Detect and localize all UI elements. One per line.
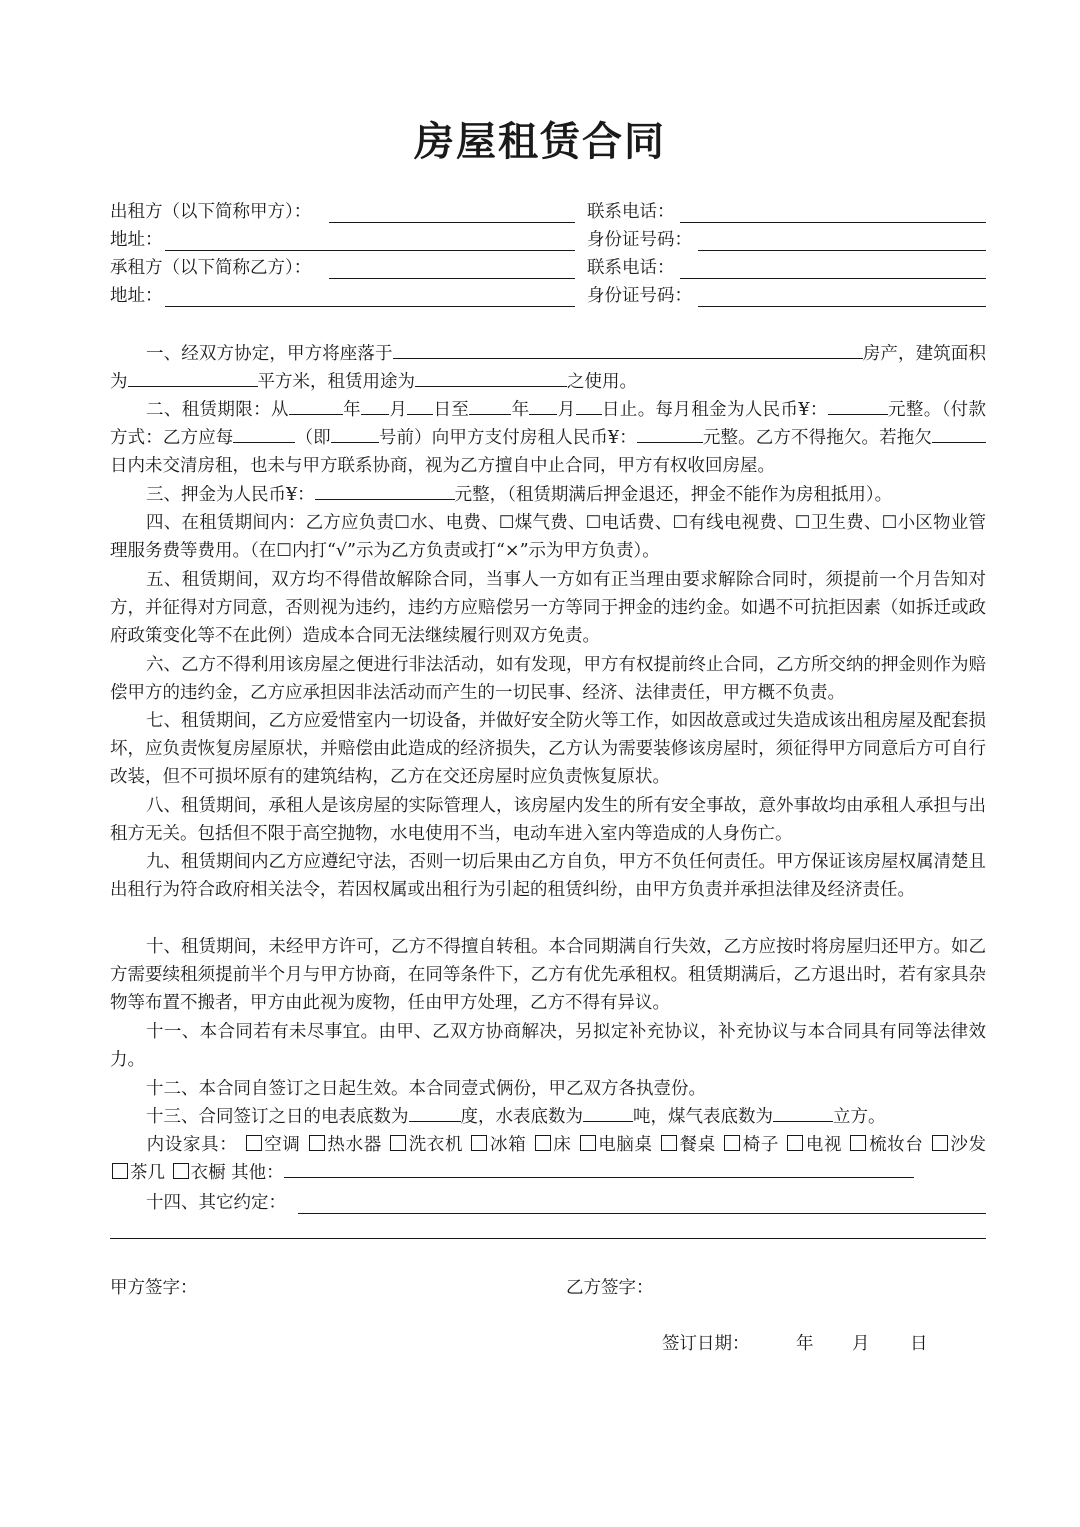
clause-10: 十、租赁期间，未经甲方许可，乙方不得擅自转租。本合同期满自行失效，乙方应按时将房屋归还甲方。如乙方需要续租须提前半个月与甲方协商，在同等条件下，乙方有优先承租权。租赁期满后，乙方退出时，若有家具杂物等布置不搬者，甲方由此视为废物，任由甲方处理，乙方不得有异议。 [110, 937, 986, 1014]
clause-1-text-d: 之使用。 [567, 372, 637, 393]
lessee-label: 承租方（以下简称乙方）： [110, 258, 312, 278]
clause-1-text-c: 平方米，租赁用途为 [257, 372, 415, 393]
furniture-label: 衣橱 [190, 1163, 226, 1184]
clause-12: 十二、本合同自签订之日起生效。本合同壹式俩份，甲乙双方各执壹份。 [146, 1079, 706, 1099]
clause-11: 十一、本合同若有未尽事宜。由甲、乙双方协商解决，另拟定补充协议，补充协议与本合同具有同等法律效力。 [110, 1022, 986, 1071]
lessee-address-label: 地址： [110, 286, 163, 306]
lessee-phone-field[interactable] [680, 278, 986, 279]
lessor-phone-field[interactable] [680, 222, 986, 223]
clause-13-text-d: 立方。 [833, 1107, 886, 1127]
clause-2-text-b: 年 [342, 400, 361, 420]
furniture-label: 梳妆台 [868, 1135, 924, 1155]
document-title: 房屋租赁合同 [414, 118, 666, 165]
lessor-name-field[interactable] [329, 222, 575, 223]
clause-5: 五、租赁期间，双方均不得借故解除合同，当事人一方如有正当理由要求解除合同时，须提前一个月告知对方，并征得对方同意，否则视为违约，违约方应赔偿另一方等同于押金的违约金。如遇不可抗拒因素（如拆迁或政府政策变化等不在此例）造成本合同无法继续履行则双方免责。 [110, 570, 986, 647]
checkbox-icon[interactable] [535, 1135, 551, 1151]
lessee-name-field[interactable] [329, 278, 575, 279]
monthly-rent-field[interactable] [828, 396, 888, 415]
furniture-item[interactable] [659, 1135, 716, 1155]
checkbox-icon[interactable] [787, 1135, 803, 1151]
checkbox-icon[interactable] [471, 1135, 487, 1151]
sign-date-label: 签订日期： [662, 1334, 750, 1354]
furniture-item[interactable] [722, 1135, 779, 1155]
end-year-field[interactable] [469, 396, 511, 415]
furniture-list [110, 1131, 986, 1187]
area-field[interactable] [128, 368, 258, 387]
clause-2-text-i: （即 [295, 428, 331, 449]
furniture-item[interactable] [307, 1135, 382, 1155]
overdue-days-field[interactable] [932, 424, 986, 443]
clause-14-label: 十四、其它约定： [146, 1193, 286, 1213]
lessor-label: 出租方（以下简称甲方）： [110, 202, 312, 222]
clause-2-text-j: 号前）向甲方支付房租人民币¥： [378, 428, 637, 449]
furniture-item[interactable] [171, 1163, 226, 1183]
clause-13 [110, 1103, 986, 1131]
party-b-signature-label: 乙方签字： [566, 1278, 654, 1298]
clause-2-text-h: 元整。（付款方式：乙方应每 [110, 400, 987, 449]
lessee-id-label: 身份证号码： [587, 286, 692, 306]
lessor-address-field[interactable] [165, 250, 575, 251]
furniture-label: 床 [552, 1135, 572, 1155]
furniture-item[interactable] [469, 1135, 526, 1155]
checkbox-icon[interactable] [850, 1135, 866, 1151]
lessor-phone-label: 联系电话： [587, 202, 675, 222]
start-day-field[interactable] [407, 396, 433, 415]
clause-1 [110, 340, 986, 396]
checkbox-icon[interactable] [390, 1135, 406, 1151]
payment-period-field[interactable] [233, 424, 295, 443]
clause-2-text-f: 月 [557, 400, 576, 420]
clause-13-text-b: 度，水表底数为 [460, 1107, 583, 1127]
clause-3 [110, 481, 986, 509]
furniture-item[interactable] [785, 1135, 842, 1155]
clause-13-text-c: 吨，煤气表底数为 [633, 1107, 773, 1127]
lessee-phone-label: 联系电话： [587, 258, 675, 278]
clause-14 [110, 1189, 986, 1217]
furniture-item[interactable] [930, 1135, 986, 1155]
furniture-item[interactable] [388, 1135, 463, 1155]
lessee-address-field[interactable] [165, 306, 575, 307]
usage-field[interactable] [415, 368, 567, 387]
lessor-id-field[interactable] [698, 250, 986, 251]
furniture-label: 椅子 [742, 1135, 780, 1155]
checkbox-icon[interactable] [112, 1163, 128, 1179]
furniture-other-field[interactable] [284, 1159, 914, 1178]
clause-1-text-b: 房产，建筑面积为 [110, 344, 987, 393]
start-month-field[interactable] [361, 396, 389, 415]
clause-1-text-a: 一、经双方协定，甲方将座落于 [146, 344, 393, 364]
clause-4: 四、在租赁期间内：乙方应负责☐水、电费、☐煤气费、☐电话费、☐有线电视费、☐卫生费、☐小区物业管理服务费等费用。（在☐内打“√”示为乙方负责或打“×”示为甲方负责）。 [110, 513, 986, 562]
clause-9: 九、租赁期间内乙方应遵纪守法，否则一切后果由乙方自负，甲方不负任何责任。甲方保证该房屋权属清楚且出租行为符合政府相关法令，若因权属或出租行为引起的租赁纠纷，由甲方负责并承担法律及经济责任。 [110, 852, 986, 901]
party-a-signature-label: 甲方签字： [110, 1278, 198, 1298]
lessor-address-row [110, 226, 986, 254]
checkbox-icon[interactable] [173, 1163, 189, 1179]
water-meter-field[interactable] [583, 1103, 633, 1122]
furniture-label: 空调 [263, 1135, 301, 1155]
other-terms-line-2[interactable] [110, 1238, 986, 1239]
checkbox-icon[interactable] [246, 1135, 262, 1151]
furniture-other-label: 其他： [231, 1163, 284, 1184]
clause-13-text-a: 十三、合同签订之日的电表底数为 [146, 1107, 409, 1127]
clause-6: 六、乙方不得利用该房屋之便进行非法活动，如有发现，甲方有权提前终止合同，乙方所交纳的押金则作为赔偿甲方的违约金，乙方应承担因非法活动而产生的一切民事、经济、法律责任，甲方概不负责。 [110, 655, 986, 704]
lessor-id-label: 身份证号码： [587, 230, 692, 250]
sign-date-day: 日 [910, 1334, 928, 1354]
electric-meter-field[interactable] [409, 1103, 461, 1122]
sign-date-month: 月 [852, 1334, 870, 1354]
checkbox-icon[interactable] [661, 1135, 677, 1151]
furniture-label: 沙发 [949, 1135, 987, 1155]
furniture-item[interactable] [848, 1135, 923, 1155]
clause-2-text-k: 元整。乙方不得拖欠。若拖欠 [702, 428, 933, 449]
deposit-field[interactable] [315, 481, 455, 500]
lessee-address-row [110, 282, 986, 310]
furniture-label: 电视 [805, 1135, 843, 1155]
clause-2 [110, 396, 986, 481]
lessee-id-field[interactable] [698, 306, 986, 307]
payment-day-field[interactable] [331, 424, 379, 443]
furniture-label: 餐桌 [678, 1135, 716, 1155]
lessor-address-label: 地址： [110, 230, 163, 250]
clause-3-text-a: 三、押金为人民币¥： [146, 485, 315, 505]
clause-3-text-b: 元整，（租赁期满后押金退还，押金不能作为房租抵用）。 [454, 485, 893, 505]
sign-date-year: 年 [796, 1334, 814, 1354]
furniture-item[interactable] [533, 1135, 572, 1155]
start-year-field[interactable] [289, 396, 343, 415]
clause-8: 八、租赁期间，承租人是该房屋的实际管理人，该房屋内发生的所有安全事故，意外事故均由承租人承担与出租方无关。包括但不限于高空抛物，水电使用不当，电动车进入室内等造成的人身伤亡。 [110, 796, 986, 845]
checkbox-icon[interactable] [932, 1135, 948, 1151]
clause-2-text-c: 月 [389, 400, 408, 420]
furniture-label: 洗衣机 [408, 1135, 464, 1155]
checkbox-icon[interactable] [724, 1135, 740, 1151]
furniture-item[interactable] [244, 1135, 301, 1155]
clause-2-text-a: 二、租赁期限：从 [146, 400, 289, 420]
checkbox-icon[interactable] [309, 1135, 325, 1151]
end-day-field[interactable] [576, 396, 602, 415]
other-terms-field[interactable] [298, 1213, 986, 1214]
end-month-field[interactable] [529, 396, 557, 415]
clause-2-text-g: 日止。每月租金为人民币¥： [601, 400, 828, 420]
gas-meter-field[interactable] [773, 1103, 833, 1122]
property-location-field[interactable] [393, 340, 863, 359]
lessor-row [110, 198, 986, 226]
furniture-label: 热水器 [326, 1135, 382, 1155]
clause-2-text-e: 年 [511, 400, 530, 420]
lessee-row [110, 254, 986, 282]
clause-7: 七、租赁期间，乙方应爱惜室内一切设备，并做好安全防火等工作，如因故意或过失造成该出租房屋及配套损坏，应负责恢复房屋原状，并赔偿由此造成的经济损失，乙方认为需要装修该房屋时，须征得甲方同意后方可自行改装，但不可损坏原有的建筑结构，乙方在交还房屋时应负责恢复原状。 [110, 711, 986, 788]
payment-amount-field[interactable] [637, 424, 703, 443]
furniture-item[interactable] [110, 1163, 165, 1183]
clause-2-text-d: 日至 [433, 400, 470, 420]
furniture-prefix: 内设家具： [146, 1135, 238, 1155]
checkbox-icon[interactable] [580, 1135, 596, 1151]
furniture-label: 茶几 [130, 1163, 165, 1184]
furniture-label: 冰箱 [489, 1135, 527, 1155]
furniture-item[interactable] [578, 1135, 653, 1155]
furniture-label: 电脑桌 [597, 1135, 653, 1155]
clause-2-text-l: 日内未交清房租，也未与甲方联系协商，视为乙方擅自中止合同，甲方有权收回房屋。 [110, 456, 775, 477]
